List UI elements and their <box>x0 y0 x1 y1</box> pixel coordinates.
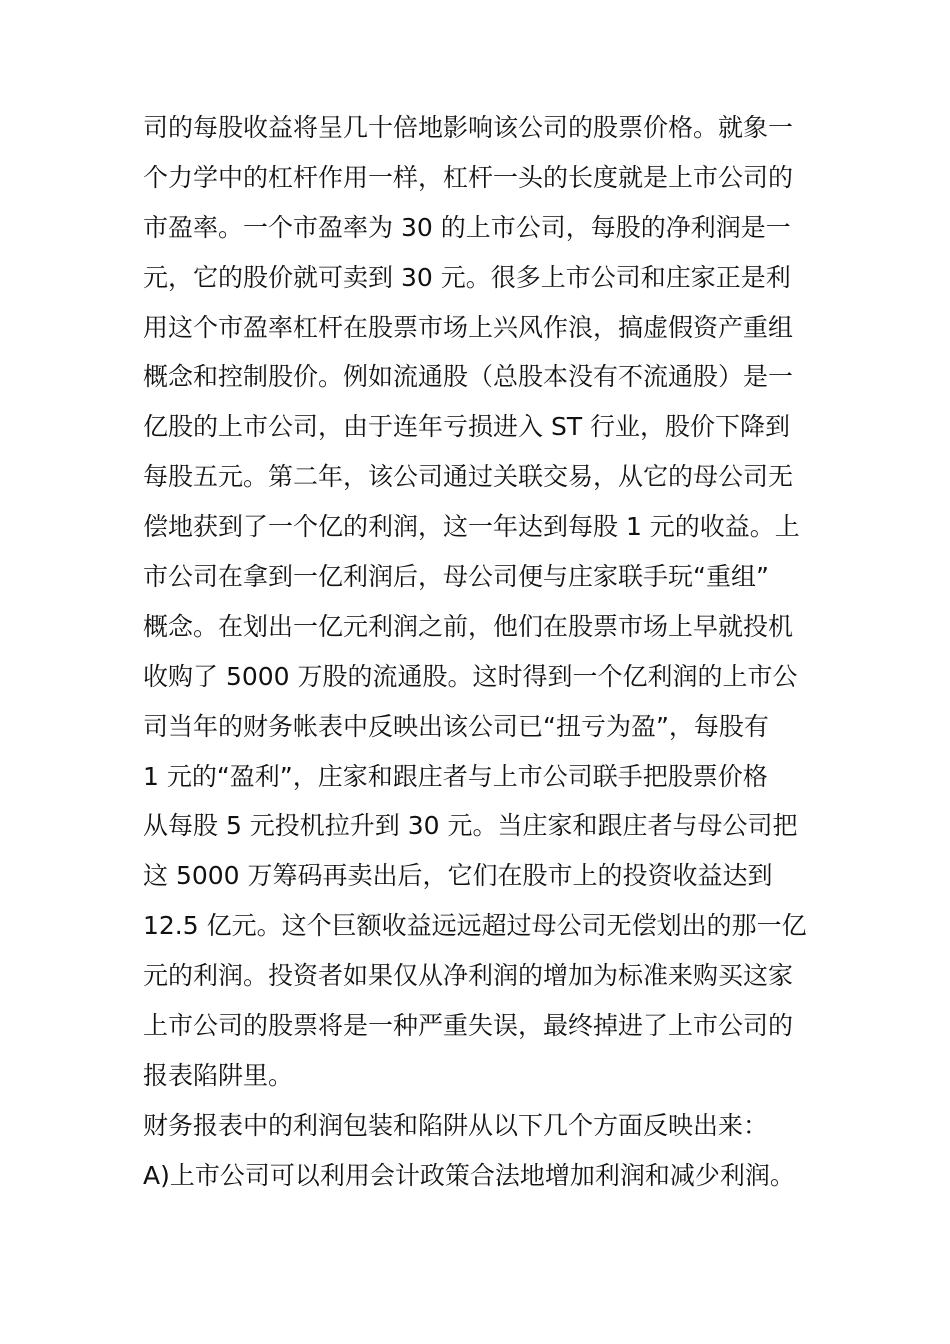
text-line: 亿股的上市公司，由于连年亏损进入 ST 行业，股价下降到 <box>143 412 791 442</box>
text-line: 每股五元。第二年，该公司通过关联交易，从它的母公司无 <box>143 462 794 492</box>
text-line: A)上市公司可以利用会计政策合法地增加利润和减少利润。 <box>143 1160 795 1190</box>
text-line: 概念。在划出一亿元利润之前，他们在股票市场上早就投机 <box>143 611 794 641</box>
text-line: 司当年的财务帐表中反映出该公司已“扭亏为盈”，每股有 <box>143 711 769 741</box>
text-line: 从每股 5 元投机拉升到 30 元。当庄家和跟庄者与母公司把 <box>143 811 798 841</box>
text-line: 概念和控制股价。例如流通股（总股本没有不流通股）是一 <box>143 362 794 392</box>
text-line: 司的每股收益将呈几十倍地影响该公司的股票价格。就象一 <box>143 113 794 142</box>
text-line: 偿地获到了一个亿的利润，这一年达到每股 1 元的收益。上 <box>143 512 800 542</box>
text-line: 个力学中的杠杆作用一样，杠杆一头的长度就是上市公司的 <box>143 162 794 192</box>
text-line: 上市公司的股票将是一种严重失误，最终掉进了上市公司的 <box>143 1011 794 1041</box>
text-line: 报表陷阱里。 <box>143 1060 294 1090</box>
text-line: 市公司在拿到一亿利润后，母公司便与庄家联手玩“重组” <box>143 562 769 592</box>
text-line: 这 5000 万筹码再卖出后，它们在股市上的投资收益达到 <box>143 861 773 891</box>
text-line: 1 元的“盈利”，庄家和跟庄者与上市公司联手把股票价格 <box>143 761 768 791</box>
text-line: 财务报表中的利润包装和陷阱从以下几个方面反映出来： <box>143 1110 769 1140</box>
text-line: 收购了 5000 万股的流通股。这时得到一个亿利润的上市公 <box>143 661 798 691</box>
text-line: 12.5 亿元。这个巨额收益远远超过母公司无偿划出的那一亿 <box>143 911 807 941</box>
text-line: 元，它的股价就可卖到 30 元。很多上市公司和庄家正是利 <box>143 262 791 292</box>
text-line: 用这个市盈率杠杆在股票市场上兴风作浪，搞虚假资产重组 <box>143 312 794 342</box>
text-line: 元的利润。投资者如果仅从净利润的增加为标准来购买这家 <box>143 961 794 991</box>
text-line: 市盈率。一个市盈率为 30 的上市公司，每股的净利润是一 <box>143 212 791 242</box>
body-text <box>143 103 813 1201</box>
